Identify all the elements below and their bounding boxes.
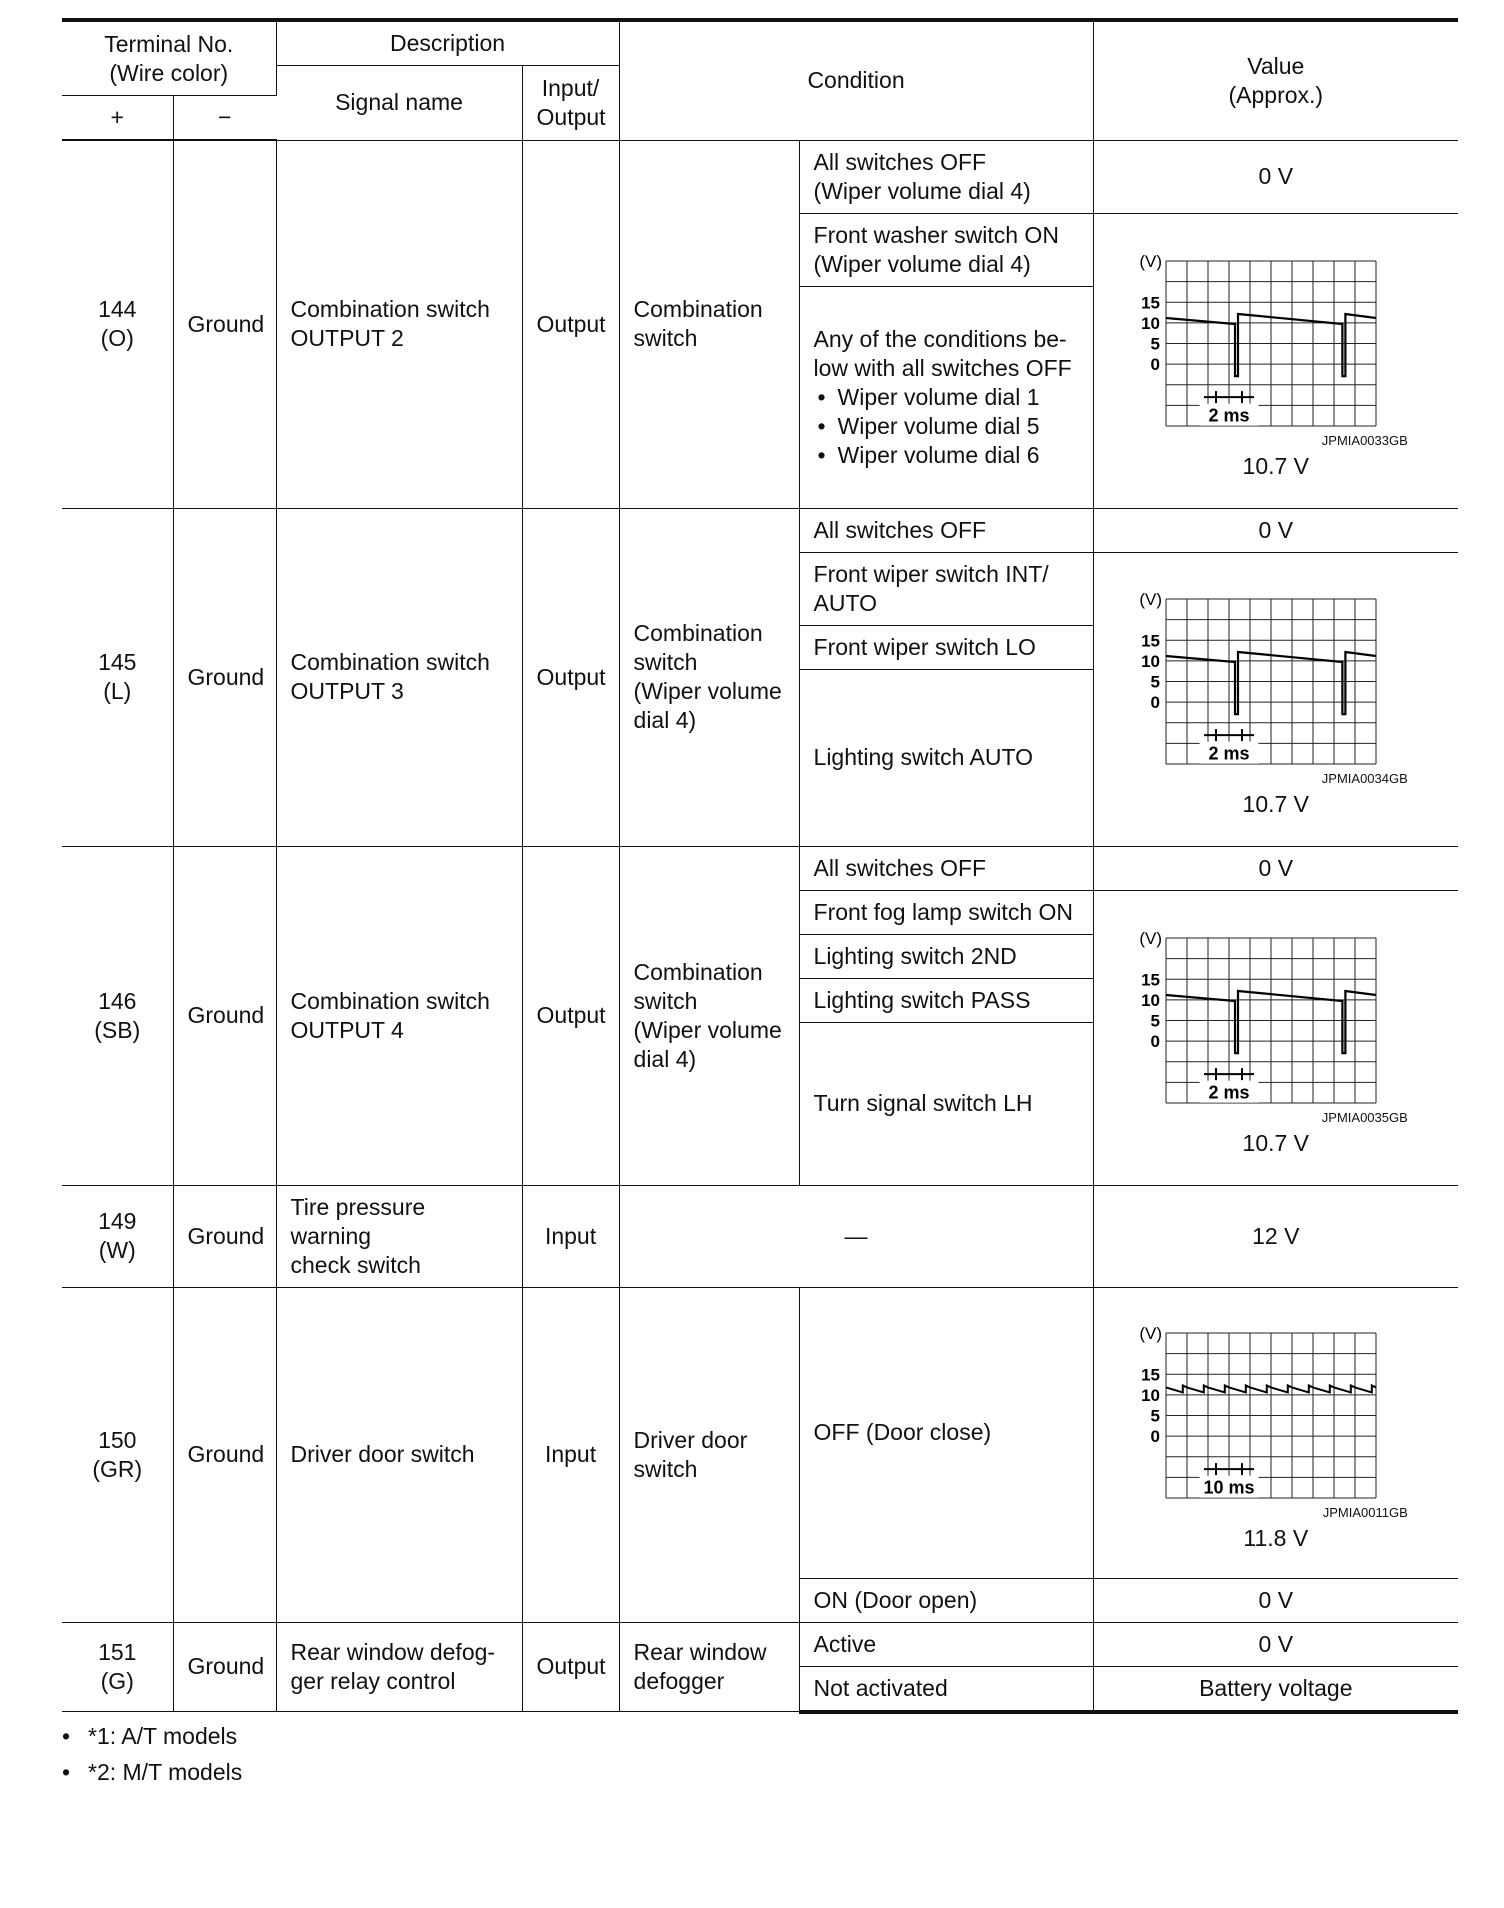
signal-name-cell: Combination switch OUTPUT 2 — [276, 140, 522, 508]
terminal-cell: 150 (GR) — [62, 1287, 173, 1622]
minus-header: − — [173, 96, 276, 141]
signal-name-header: Signal name — [276, 66, 522, 141]
signal-name-cell: Combination switch OUTPUT 4 — [276, 846, 522, 1185]
signal-name-cell: Driver door switch — [276, 1287, 522, 1622]
condition-cell: OFF (Door close) — [799, 1287, 1093, 1578]
waveform-value: 10.7 V — [1242, 452, 1310, 479]
y-tick-label: 0 — [1150, 1031, 1160, 1051]
terminal-cell: 151 (G) — [62, 1622, 173, 1712]
value-cell: 0 V — [1093, 1578, 1458, 1622]
value-cell: Battery voltage — [1093, 1666, 1458, 1712]
y-tick-label: 10 — [1140, 313, 1160, 333]
table-row-150 — [62, 1287, 1458, 1578]
condition-group-cell: Driver door switch — [619, 1287, 799, 1622]
bullet: • — [62, 1758, 71, 1785]
figure-id: JPMIA0034GB — [1321, 771, 1408, 786]
waveform-graph — [1126, 579, 1426, 769]
waveform-value: 10.7 V — [1242, 791, 1310, 817]
value-header: Value (Approx.) — [1093, 20, 1458, 140]
footnote — [62, 1754, 1458, 1790]
waveform-cell — [1093, 1287, 1458, 1578]
table-row-145 — [62, 508, 1458, 552]
waveform-cell — [1093, 890, 1458, 1185]
footnote — [62, 1718, 1458, 1754]
condition-group-cell: Rear window defogger — [619, 1622, 799, 1712]
time-scale-label: 2 ms — [1208, 1082, 1250, 1103]
terminal-header: Terminal No. (Wire color) — [62, 20, 276, 96]
io-cell: Output — [522, 846, 619, 1185]
condition-bullet-list — [814, 383, 1079, 470]
y-unit-label: (V) — [1139, 251, 1162, 271]
document — [62, 18, 1458, 1790]
condition-cell: Active — [799, 1622, 1093, 1666]
condition-cell: Turn signal switch LH — [799, 1022, 1093, 1185]
table-row-146 — [62, 846, 1458, 890]
figure-id: JPMIA0035GB — [1321, 1109, 1408, 1125]
list-item: • Wiper volume dial 5 — [814, 412, 1079, 441]
y-tick-label: 5 — [1150, 1406, 1160, 1425]
plus-header: + — [62, 96, 173, 141]
footnote-text: *2: M/T models — [88, 1758, 243, 1785]
y-tick-label: 15 — [1140, 969, 1160, 989]
io-cell: Input — [522, 1287, 619, 1622]
condition-cell-bulleted — [799, 286, 1093, 508]
terminal-cell: 144 (O) — [62, 140, 173, 508]
condition-cell: All switches OFF — [799, 508, 1093, 552]
waveform-figure — [1126, 1313, 1426, 1520]
table-row-149 — [62, 1185, 1458, 1287]
io-cell: Input — [522, 1185, 619, 1287]
value-cell: 0 V — [1093, 1622, 1458, 1666]
table-row-151 — [62, 1622, 1458, 1666]
condition-cell: Front wiper switch INT/ AUTO — [799, 552, 1093, 625]
condition-cell: Not activated — [799, 1666, 1093, 1712]
waveform-cell — [1093, 552, 1458, 846]
y-tick-label: 10 — [1140, 990, 1160, 1010]
y-tick-label: 5 — [1150, 1011, 1160, 1030]
bullet: • — [62, 1722, 71, 1749]
footnote-text: *1: A/T models — [88, 1722, 238, 1749]
condition-header: Condition — [619, 20, 1093, 140]
waveform-value: 10.7 V — [1242, 1129, 1310, 1156]
y-tick-label: 10 — [1140, 651, 1160, 671]
figure-id: JPMIA0011GB — [1322, 1504, 1408, 1520]
y-tick-label: 15 — [1140, 631, 1160, 651]
condition-cell: ON (Door open) — [799, 1578, 1093, 1622]
condition-group-cell: Combination switch (Wiper volume dial 4) — [619, 508, 799, 846]
ground-cell: Ground — [173, 846, 276, 1185]
condition-group-cell: Combination switch — [619, 140, 799, 508]
condition-cell: Lighting switch AUTO — [799, 669, 1093, 846]
terminal-cell: 146 (SB) — [62, 846, 173, 1185]
time-scale-label: 2 ms — [1208, 405, 1250, 426]
y-tick-label: 0 — [1150, 354, 1160, 374]
terminal-cell: 145 (L) — [62, 508, 173, 846]
value-cell: 0 V — [1093, 508, 1458, 552]
y-tick-label: 0 — [1150, 693, 1160, 713]
time-scale-label: 2 ms — [1208, 743, 1250, 764]
io-cell: Output — [522, 508, 619, 846]
list-item: • Wiper volume dial 6 — [814, 441, 1079, 470]
y-unit-label: (V) — [1139, 1323, 1162, 1343]
waveform-value: 11.8 V — [1243, 1524, 1309, 1551]
ground-cell: Ground — [173, 1287, 276, 1622]
condition-cell: Front fog lamp switch ON — [799, 890, 1093, 934]
value-cell: 12 V — [1093, 1185, 1458, 1287]
footnotes — [62, 1718, 1458, 1790]
table-row-144 — [62, 140, 1458, 213]
terminal-spec-table — [62, 18, 1458, 1714]
description-header: Description — [276, 20, 619, 66]
condition-cell: All switches OFF — [799, 846, 1093, 890]
condition-cell: Lighting switch 2ND — [799, 934, 1093, 978]
condition-group-cell: Combination switch (Wiper volume dial 4) — [619, 846, 799, 1185]
y-unit-label: (V) — [1139, 590, 1162, 609]
waveform-graph — [1126, 1313, 1426, 1503]
y-tick-label: 5 — [1150, 334, 1160, 353]
signal-name-cell: Combination switch OUTPUT 3 — [276, 508, 522, 846]
condition-cell: All switches OFF (Wiper volume dial 4) — [799, 140, 1093, 213]
value-cell: 0 V — [1093, 140, 1458, 213]
signal-name-cell: Tire pressure warning check switch — [276, 1185, 522, 1287]
io-cell: Output — [522, 1622, 619, 1712]
ground-cell: Ground — [173, 140, 276, 508]
ground-cell: Ground — [173, 1622, 276, 1712]
ground-cell: Ground — [173, 508, 276, 846]
figure-id: JPMIA0033GB — [1321, 432, 1408, 448]
waveform-graph — [1126, 241, 1426, 431]
waveform-figure — [1126, 918, 1426, 1125]
waveform-graph — [1126, 918, 1426, 1108]
y-tick-label: 10 — [1140, 1385, 1160, 1405]
y-tick-label: 15 — [1140, 292, 1160, 312]
signal-name-cell: Rear window defog- ger relay control — [276, 1622, 522, 1712]
waveform-figure — [1126, 241, 1426, 448]
y-tick-label: 15 — [1140, 1364, 1160, 1384]
y-tick-label: 5 — [1150, 672, 1160, 692]
y-unit-label: (V) — [1139, 928, 1162, 948]
condition-cell: Front wiper switch LO — [799, 625, 1093, 669]
input-output-header: Input/ Output — [522, 66, 619, 141]
condition-cell: Lighting switch PASS — [799, 978, 1093, 1022]
condition-cell: — — [619, 1185, 1093, 1287]
time-scale-label: 10 ms — [1203, 1477, 1255, 1498]
waveform-cell — [1093, 213, 1458, 508]
waveform-figure — [1126, 579, 1426, 786]
terminal-cell: 149 (W) — [62, 1185, 173, 1287]
ground-cell: Ground — [173, 1185, 276, 1287]
y-tick-label: 0 — [1150, 1426, 1160, 1446]
condition-cell: Front washer switch ON (Wiper volume dial 4) — [799, 213, 1093, 286]
io-cell: Output — [522, 140, 619, 508]
list-item: • Wiper volume dial 1 — [814, 383, 1079, 412]
value-cell: 0 V — [1093, 846, 1458, 890]
condition-text: Any of the conditions be- low with all switches OFF — [813, 325, 1072, 381]
